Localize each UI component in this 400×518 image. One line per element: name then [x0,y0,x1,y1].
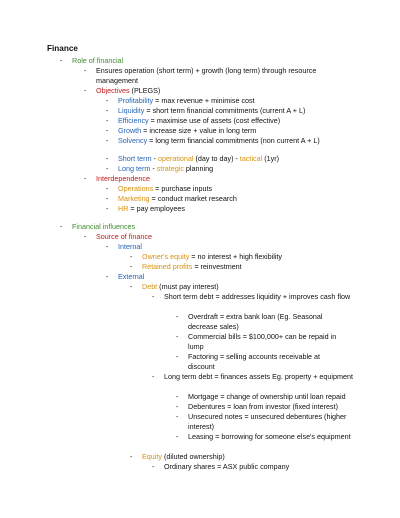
text-segment: (1yr) [262,154,280,163]
outline-item-text [118,136,358,146]
outline-item-text [118,116,358,126]
bullet-dash: - [84,174,87,183]
bullet-dash: - [176,402,179,411]
text-segment: (PLEGS) [129,86,161,95]
bullet-dash: - [176,312,179,321]
text-segment: = long term financial commitments (non current A + L) [147,136,320,145]
text-segment: = conduct market research [149,194,237,203]
outline-item [130,282,342,292]
text-segment: Overdraft = extra bank loan (Eg. Seasonal decrease sales) [188,312,323,331]
text-segment: = max revenue + minimise cost [153,96,255,105]
outline-item [152,372,354,382]
outline-item-text [142,282,342,292]
text-segment: Retained profits [142,262,193,271]
outline-item-text [118,96,358,106]
outline-item [130,452,342,462]
bullet-dash: - [130,252,133,261]
outline-item-text [118,242,358,252]
outline-item-text [96,86,356,96]
text-segment: Interdependence [96,174,150,183]
outline-item [176,332,348,352]
outline-item-text [118,204,358,214]
outline-item-text [164,372,354,382]
text-segment: Factoring = selling accounts receivable at discount [188,352,321,371]
outline-item-text [142,452,342,462]
outline-item-text [118,164,358,174]
text-segment: Debentures = loan from investor (fixed interest) [188,402,339,411]
outline-item-text [72,56,372,66]
outline-item-text [164,292,354,302]
bullet-dash: - [106,106,109,115]
bullet-dash: - [106,194,109,203]
text-segment: = short term financial commitments (current A + L) [144,106,306,115]
outline-item-text [188,392,353,402]
text-segment: Source of finance [96,232,152,241]
text-segment: Ensures operation (short term) + growth (long term) through resource management [96,66,317,85]
text-segment: Ordinary shares = ASX public company [164,462,290,471]
bullet-dash: - [130,282,133,291]
text-segment: = increase size + value in long term [141,126,257,135]
text-segment: (diluted ownership) [161,452,225,461]
outline-item [106,116,358,126]
text-segment: Efficiency [118,116,149,125]
bullet-dash: - [106,164,109,173]
outline-item [60,56,372,66]
bullet-dash: - [130,452,133,461]
bullet-dash: - [106,204,109,213]
outline-item-text [96,66,356,86]
outline-item [106,204,358,214]
text-segment: Unsecured notes = unsecured debentures (higher interest) [188,412,347,431]
bullet-dash: - [106,154,109,163]
outline-item [106,96,358,106]
text-segment: HR [118,204,129,213]
outline-item [106,184,358,194]
text-segment: Objectives [96,86,130,95]
text-segment: (day to day) - [193,154,240,163]
bullet-dash: - [106,242,109,251]
outline-item [176,312,348,332]
page-title: Finance [47,44,78,53]
bullet-dash: - [176,352,179,361]
bullet-dash: - [60,56,63,65]
outline-item [106,136,358,146]
text-segment: Profitability [118,96,154,105]
text-segment: = reinvestment [192,262,242,271]
text-segment: operational [157,154,194,163]
outline-item-text [188,312,348,332]
text-segment: = no interest + high flexibility [189,252,283,261]
outline-item-text [118,272,358,282]
outline-item [106,154,358,164]
bullet-dash: - [106,136,109,145]
text-segment: tactical [239,154,263,163]
bullet-dash: - [60,222,63,231]
bullet-dash: - [106,272,109,281]
outline-item-text [188,352,348,372]
outline-item [84,174,356,184]
outline-item [106,242,358,252]
outline-item-text [142,262,342,272]
bullet-dash: - [84,66,87,75]
outline-item-text [72,222,372,232]
text-segment: Role of financial [72,56,124,65]
text-segment: Growth [118,126,142,135]
bullet-dash: - [176,412,179,421]
outline-item-text [118,154,358,164]
outline-item-text [188,432,353,442]
text-segment: Long term debt = finances assets Eg. property + equipment [164,372,353,381]
bullet-dash: - [106,96,109,105]
text-segment: Short term debt = addresses liquidity + improves cash flow [164,292,351,301]
outline-item [130,262,342,272]
bullet-dash: - [84,232,87,241]
outline-item [106,164,358,174]
outline-item [176,412,353,432]
text-segment: - [150,164,157,173]
outline-item-text [96,174,356,184]
outline-item [84,66,356,86]
text-segment: = maximise use of assets (cost effective) [148,116,281,125]
outline-item-text [118,106,358,116]
text-segment: Internal [118,242,142,251]
text-segment: Financial influences [72,222,136,231]
text-segment: Long term [118,164,151,173]
outline-item-text [188,332,348,352]
text-segment: Marketing [118,194,150,203]
outline-item [176,352,348,372]
outline-item [130,252,342,262]
outline-item-text [188,402,353,412]
bullet-dash: - [152,462,155,471]
outline-item [176,392,353,402]
text-segment: Equity [142,452,162,461]
text-segment: Liquidity [118,106,145,115]
text-segment: Operations [118,184,154,193]
outline-item [106,126,358,136]
text-segment: External [118,272,145,281]
bullet-dash: - [176,432,179,441]
outline-item-text [118,194,358,204]
bullet-dash: - [106,184,109,193]
text-segment: Short term [118,154,152,163]
outline-item [152,462,354,472]
outline-item-text [164,462,354,472]
outline-item [60,222,372,232]
outline-item [176,432,353,442]
text-segment: Leasing = borrowing for someone else's equipment [188,432,351,441]
text-segment: = pay employees [128,204,185,213]
outline-item [106,194,358,204]
outline-item-text [118,184,358,194]
text-segment: (must pay interest) [157,282,219,291]
text-segment: planning [183,164,214,173]
text-segment: Mortgage = change of ownership until loan repaid [188,392,346,401]
text-segment: strategic [156,164,184,173]
outline-item [84,232,356,242]
outline-item [152,292,354,302]
text-segment: Owner's equity [142,252,190,261]
outline-item-text [118,126,358,136]
bullet-dash: - [176,392,179,401]
outline-item-text [96,232,356,242]
text-segment: = purchase inputs [153,184,213,193]
outline-item-text [142,252,342,262]
outline-item-text [188,412,353,432]
text-segment: Debt [142,282,158,291]
text-segment: Commercial bills = $100,000+ can be repaid in lump [188,332,337,351]
bullet-dash: - [106,116,109,125]
bullet-dash: - [152,292,155,301]
bullet-dash: - [152,372,155,381]
bullet-dash: - [84,86,87,95]
outline-item [106,106,358,116]
outline-item [106,272,358,282]
bullet-dash: - [176,332,179,341]
text-segment: - [151,154,158,163]
text-segment: Solvency [118,136,148,145]
outline-item [84,86,356,96]
outline-item [176,402,353,412]
bullet-dash: - [130,262,133,271]
bullet-dash: - [106,126,109,135]
